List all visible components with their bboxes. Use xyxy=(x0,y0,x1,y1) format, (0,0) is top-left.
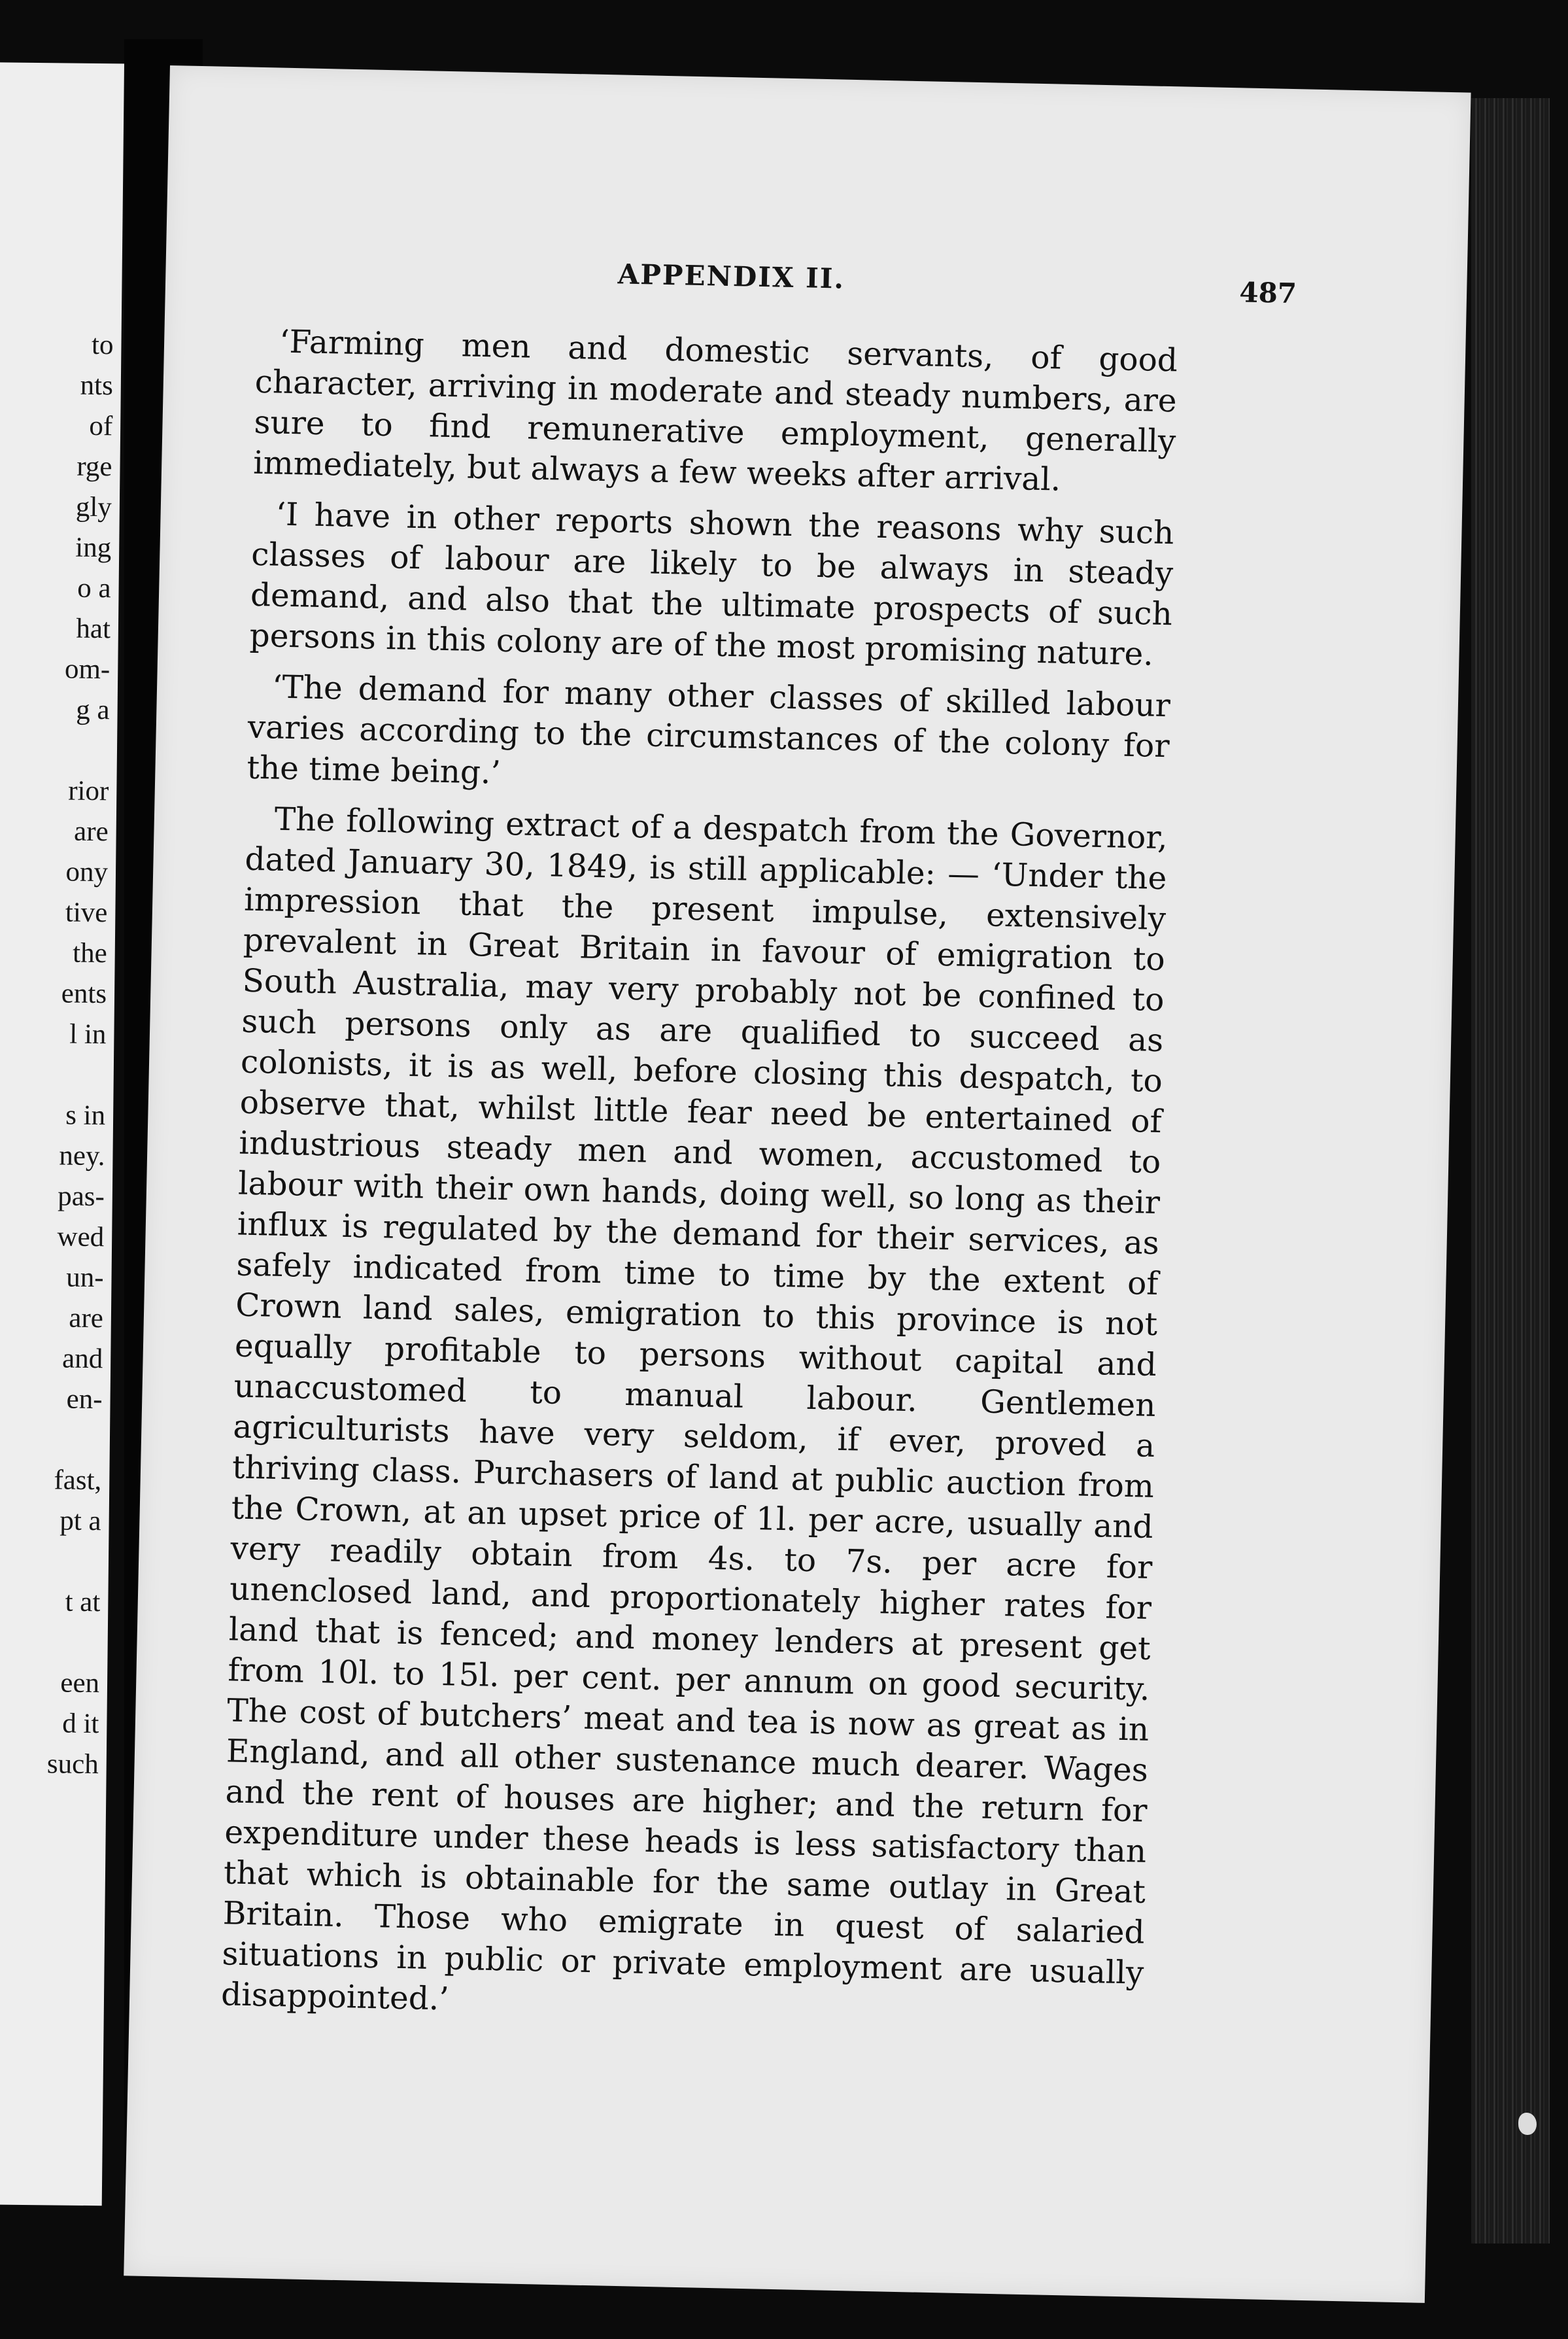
paragraph: ‘I have in other reports shown the reasons why such classes of labour are likely to be always in steady demand, and also that the ultimate prospects of such persons in this colony are of the most promising nature. xyxy=(249,496,1174,673)
left-page-word: d it xyxy=(62,1708,99,1740)
left-page-word: s in xyxy=(65,1100,106,1132)
left-page-word: pas- xyxy=(57,1181,105,1213)
left-page-word: tive xyxy=(65,897,108,929)
running-head: APPENDIX II. xyxy=(617,258,845,295)
left-page-word: en- xyxy=(66,1383,103,1415)
left-page-cropped-text xyxy=(0,324,114,1785)
paragraph: ‘Farming men and domestic servants, of good character, arriving in moderate and steady numbers, are sure to find remunerative employment, generally immediately, but always a few weeks after arrival. xyxy=(252,323,1178,498)
left-page-blank-line xyxy=(0,1054,106,1096)
book-page-edges xyxy=(1471,98,1550,2244)
left-page-word: hat xyxy=(76,613,111,645)
left-page-word: fast, xyxy=(54,1464,102,1497)
left-page-word: om- xyxy=(64,653,111,685)
left-page-blank-line xyxy=(0,729,109,771)
left-page-word: are xyxy=(73,816,109,848)
left-page-word: ony xyxy=(65,856,109,888)
left-page-word: wed xyxy=(57,1221,105,1253)
paragraph: ‘The demand for many other classes of skilled labour varies according to the circumstances of the colony for the time being.’ xyxy=(246,668,1171,791)
left-page-word: gly xyxy=(75,491,112,523)
body-text xyxy=(221,321,1178,2034)
left-page-blank-line xyxy=(0,1540,101,1582)
left-page-word: to xyxy=(91,329,114,361)
left-page-word: ents xyxy=(61,978,107,1010)
left-page-word: are xyxy=(69,1302,104,1334)
left-page-word: and xyxy=(61,1343,103,1375)
book-page xyxy=(124,65,1471,2303)
left-page-word: o a xyxy=(77,572,111,604)
left-page-word: of xyxy=(89,410,113,442)
left-page-word: rge xyxy=(77,451,112,483)
left-page-word: ney. xyxy=(59,1140,105,1172)
left-page-word: l in xyxy=(69,1018,107,1050)
left-page-word: pt a xyxy=(60,1505,101,1537)
left-page-word: nts xyxy=(80,370,114,402)
left-page-word: een xyxy=(60,1667,100,1699)
paragraph: The following extract of a despatch from the Governor, dated January 30, 1849, is still applicable: — ‘Under the impression that the present impulse, extensively prevalent in Great Britain in favour of emigration to South Australia, may very probably not be confined to such persons only as are qualified to succeed as colonists, it is as well, before closing this despatch, to observe that, whilst little fear need be entertained of industrious steady men and women, accustomed to labour with their own hands, doing well, so long as their influx is regulated by the demand for their services, as safely indicated from time to time by the extent of Crown land sales, emigration to this province is not equally profitable to persons without capital and unaccustomed to manual labour. Gentlemen agriculturists have very seldom, if ever, proved a thriving class. Purchasers of land at public auction from the Crown, at an upset price of 1l. per acre, usually and very readily obtain from 4s. to 7s. per acre for unenclosed land, and proportionately higher rates for land that is fenced; and money lenders at present get from 10l. to 15l. per cent. per annum on good security. The cost of butchers’ meat and tea is now as great as in England, and all other sustenance much dearer. Wages and the rent of houses are higher; and the return for expenditure under these heads is less satisfactory than that which is obtainable for the same outlay in Great Britain. Those who emigrate in quest of salaried situations in public or private employment are usually disappointed.’ xyxy=(220,801,1168,2018)
page-number: 487 xyxy=(1238,276,1297,310)
left-page-word: ing xyxy=(75,532,112,564)
left-page-word: un- xyxy=(65,1262,104,1294)
left-page-word: t at xyxy=(65,1586,101,1618)
edge-blemish xyxy=(1518,2113,1537,2135)
left-page-word: rior xyxy=(68,775,109,807)
left-page-blank-line xyxy=(0,1419,102,1461)
left-page-word: the xyxy=(72,937,107,969)
left-page-word: g a xyxy=(76,694,110,726)
left-page-blank-line xyxy=(0,1621,100,1663)
left-facing-page xyxy=(0,62,124,2206)
left-page-word: such xyxy=(46,1748,99,1780)
